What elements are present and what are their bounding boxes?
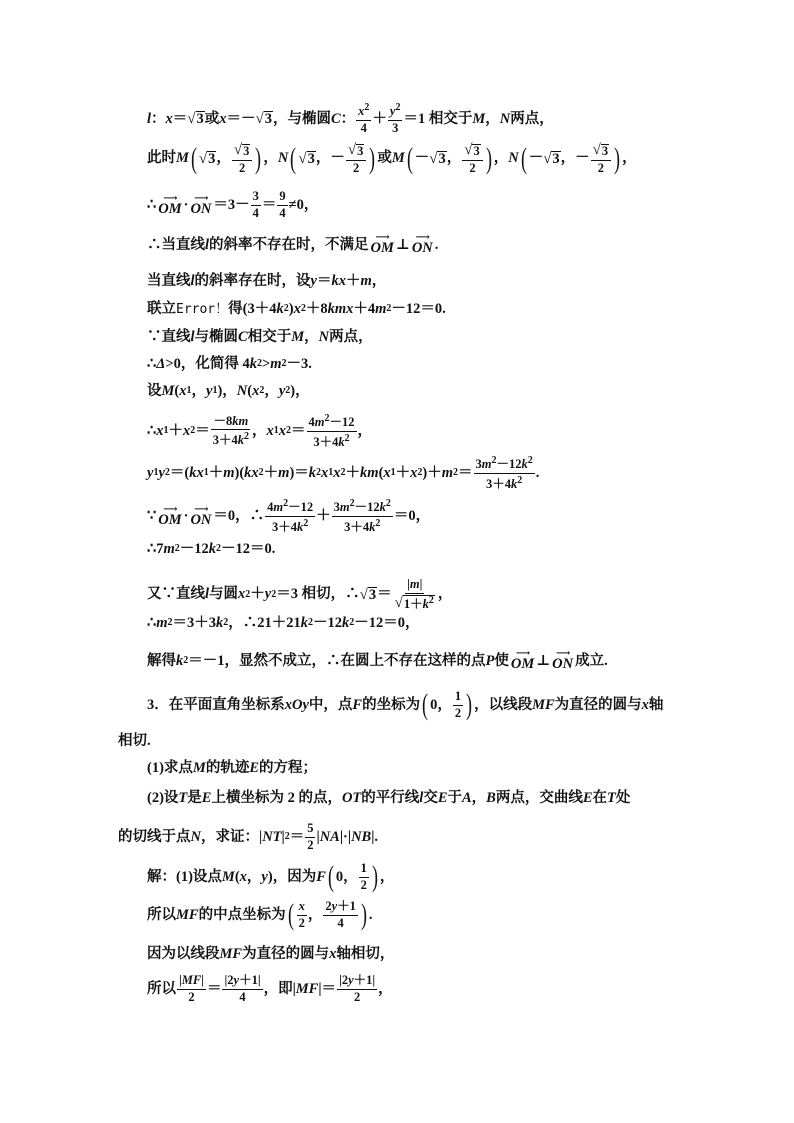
text-line-24: 因为以线段 MF 为直径的圆与 x 轴相切， xyxy=(147,946,395,962)
text-line-5: 当直线 l 的斜率存在时，设 y ＝ kx ＋ m ， xyxy=(147,273,387,289)
text-line-2: 此时 M ( √ 3 ， √ 3 2 ) ， N ( √ 3 ，－ √ 3 2 ) 或 M ( － √ 3 ， √ 3 2 ) ， N ( － √ 3 ，－ √ 3 2 ) ， xyxy=(147,141,637,175)
text-line-6: 联立 Error！ 得(3＋4 k 2 ) x 2 ＋8 kmx ＋4 m 2 －12＝0. xyxy=(147,301,446,317)
text-line-12: ∵ ⟶ OM · ⟶ ON ＝0，∴ $\frac{4m^2-12}{3+4k^2}$ ＋ $\frac{3m^2-12k^2}{3+4k^2}$ ＝0， xyxy=(147,498,431,535)
text-line-13: ∴7 m 2 －12 k 2 －12＝0. xyxy=(147,541,276,557)
problem-3-statement: 3．在平面直角坐标系 xOy 中，点 F 的坐标为 ( 0， $\frac{1}{2}$ ) ，以线段 MF 为直径的圆与 x 轴 xyxy=(147,688,664,722)
text-line-1: l ： x ＝ √ 3 或 x ＝－ √ 3 ，与椭圆 C ： $\frac{x^2}{4}$ ＋ $\frac{y^2}{3}$ ＝1 相交于 M ， N 两点， xyxy=(147,102,554,135)
error-marker: Error！ xyxy=(176,301,229,317)
problem-3-part-1: (1)求点 M 的轨迹 E 的方程； xyxy=(147,760,317,776)
text-line-11: y 1 y 2 ＝( kx 1 ＋ m )( kx 2 ＋ m )＝ k 2 x 1 x 2 ＋ km ( x 1 ＋ x 2 )＋ m 2 ＝ $\frac{3m^2-12k^2}{3+4k^2}$ . xyxy=(147,455,540,492)
text-line-7: ∵直线 l 与椭圆 C 相交于 M ， N 两点， xyxy=(147,329,373,345)
text-line-10: ∴ x 1 ＋ x 2 ＝ $\frac{-8km}{3+4k^2}$ ， x 1 x 2 ＝ $\frac{4m^2-12}{3+4k^2}$ ， xyxy=(147,413,372,450)
text-line-4: ∴当直线 l 的斜率不存在时，不满足 ⟶ OM ⊥ ⟶ ON . xyxy=(147,232,439,256)
text-line-9: 设 M ( x 1 ， y 1 )， N ( x 2 ， y 2 )， xyxy=(147,383,310,399)
text-line-25: 所以 $\frac{|MF|}{2}$ ＝ $\frac{|2y+1|}{4}$ ，即| MF |＝ $\frac{|2y+1|}{2}$ ， xyxy=(147,973,393,1004)
text-line-18: 相切. xyxy=(118,733,151,749)
text-line-16: 解得 k 2 ＝－1，显然不成立，∴在圆上不存在这样的点 P 使 ⟶ OM ⊥ ⟶ ON 成立. xyxy=(147,648,608,672)
text-line-15: ∴ m 2 ＝3＋3 k 2 ，∴21＋21 k 2 －12 k 2 －12＝0， xyxy=(147,615,420,631)
solution-start: 解：(1)设点 M ( x ， y )，因为 F ( 0， $\frac{1}{2}$ ) ， xyxy=(147,860,395,894)
text-line-8: ∴ Δ >0，化简得 4 k 2 > m 2 －3. xyxy=(147,356,312,372)
text-line-23: 所以 MF 的中点坐标为 ( $\frac{x}{2}$ ， $\frac{2y+1}{4}$ ) . xyxy=(147,898,373,932)
text-line-3: ∴ ⟶ OM · ⟶ ON ＝3－ $\frac{3}{4}$ ＝ $\frac{9}{4}$ ≠0， xyxy=(147,189,319,220)
text-line-14: 又∵直线 l 与圆 x 2 ＋ y 2 ＝3 相切，∴ √ 3 ＝ |m| √ $1+k^2$ ， xyxy=(147,577,453,612)
problem-3-part-2: (2)设 T 是 E 上横坐标为 2 的点， OT 的平行线 l 交 E 于 A ， B 两点，交曲线 E 在 T 处 xyxy=(147,790,631,806)
text-line-21: 的切线于点 N ，求证：| NT | 2 ＝ $\frac{5}{2}$ | NA |·| NB |. xyxy=(118,821,379,852)
